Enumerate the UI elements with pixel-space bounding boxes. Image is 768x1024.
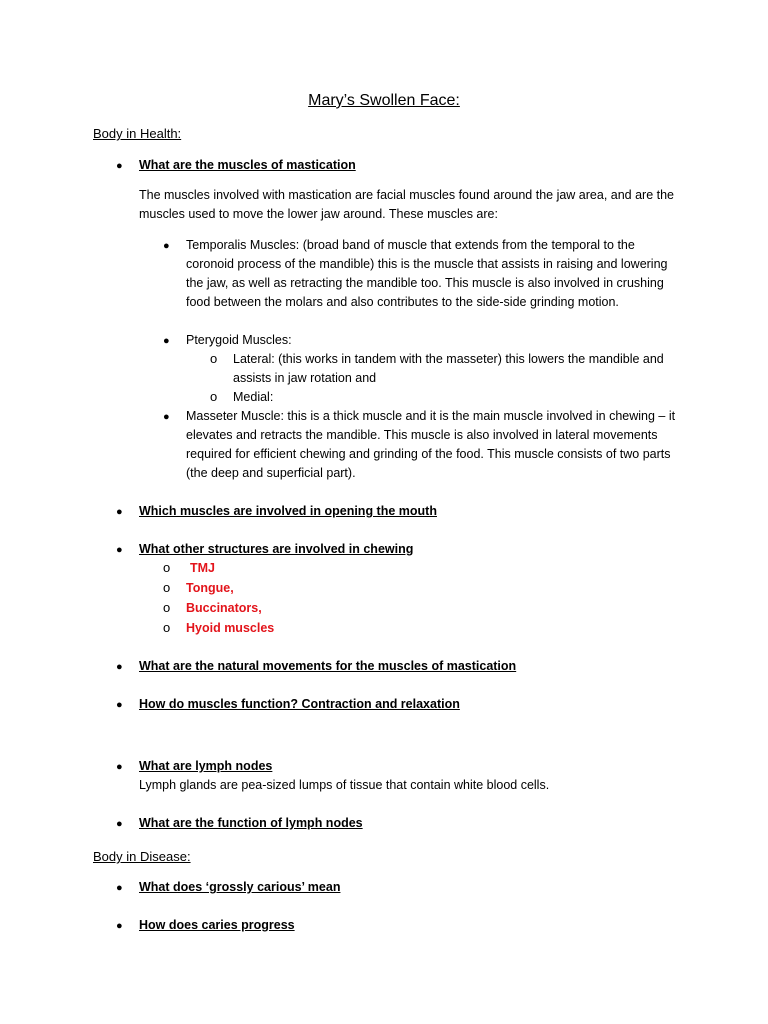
section-heading-health: Body in Health:: [93, 126, 182, 141]
structure-item-hyoid-muscles: Hyoid muscles: [186, 621, 275, 635]
question-lymph-nodes: What are lymph nodes: [139, 759, 273, 773]
bullet-icon: ●: [116, 661, 123, 673]
structure-item-tongue: Tongue,: [186, 581, 234, 595]
section-heading-disease: Body in Disease:: [93, 849, 191, 864]
question-caries-progress: How does caries progress: [139, 918, 295, 932]
question-other-structures: What other structures are involved in chewing: [139, 542, 414, 556]
bullet-icon: ●: [116, 506, 123, 518]
paragraph-mastication-intro: The muscles involved with mastication are facial muscles found around the jaw area, and are the muscles used to move the lower jaw around. These muscles are:: [139, 188, 675, 221]
circle-bullet-icon: o: [163, 560, 171, 575]
bullet-icon: ●: [116, 761, 123, 773]
structure-item-tmj: TMJ: [190, 561, 215, 575]
bullet-icon: ●: [116, 699, 123, 711]
bullet-icon: ●: [116, 818, 123, 830]
document-title: Mary’s Swollen Face:: [308, 92, 460, 109]
circle-bullet-icon: o: [163, 600, 171, 615]
question-muscles-of-mastication: What are the muscles of mastication: [139, 158, 356, 172]
question-opening-mouth: Which muscles are involved in opening the mouth: [139, 504, 437, 518]
answer-lymph-nodes: Lymph glands are pea-sized lumps of tissue that contain white blood cells.: [139, 778, 550, 792]
bullet-icon: ●: [116, 544, 123, 556]
bullet-icon: ●: [116, 160, 123, 172]
question-grossly-carious: What does ‘grossly carious’ mean: [139, 880, 341, 894]
question-muscle-function: How do muscles function? Contraction and relaxation: [139, 697, 460, 711]
circle-bullet-icon: o: [210, 389, 218, 404]
bullet-icon: ●: [116, 882, 123, 894]
bullet-icon: ●: [163, 335, 170, 347]
list-item-temporalis: Temporalis Muscles: (broad band of muscle that extends from the temporal to the coronoid process of the mandible) this is the muscle that assists in raising and lowering the jaw, as well as retracting the mandible too. This muscle is also involved in crushing food between the molars and also contributes to the side-side grinding motion.: [186, 238, 668, 309]
question-natural-movements: What are the natural movements for the muscles of mastication: [139, 659, 517, 673]
bullet-icon: ●: [116, 920, 123, 932]
bullet-icon: ●: [163, 411, 170, 423]
list-item-pterygoid: Pterygoid Muscles:: [186, 333, 292, 347]
circle-bullet-icon: o: [210, 351, 218, 366]
structure-item-buccinators: Buccinators,: [186, 601, 262, 615]
list-item-lateral: Lateral: (this works in tandem with the masseter) this lowers the mandible and assists in jaw rotation and: [233, 352, 664, 385]
circle-bullet-icon: o: [163, 620, 171, 635]
circle-bullet-icon: o: [163, 580, 171, 595]
bullet-icon: ●: [163, 240, 170, 252]
question-lymph-node-function: What are the function of lymph nodes: [139, 816, 363, 830]
list-item-medial: Medial:: [233, 390, 274, 404]
list-item-masseter: Masseter Muscle: this is a thick muscle and it is the main muscle involved in chewing – it elevates and retracts the mandible. This muscle is also involved in lateral movements required for efficient chewing and grinding of the food. This muscle consists of two parts (the deep and superficial part).: [186, 409, 676, 480]
